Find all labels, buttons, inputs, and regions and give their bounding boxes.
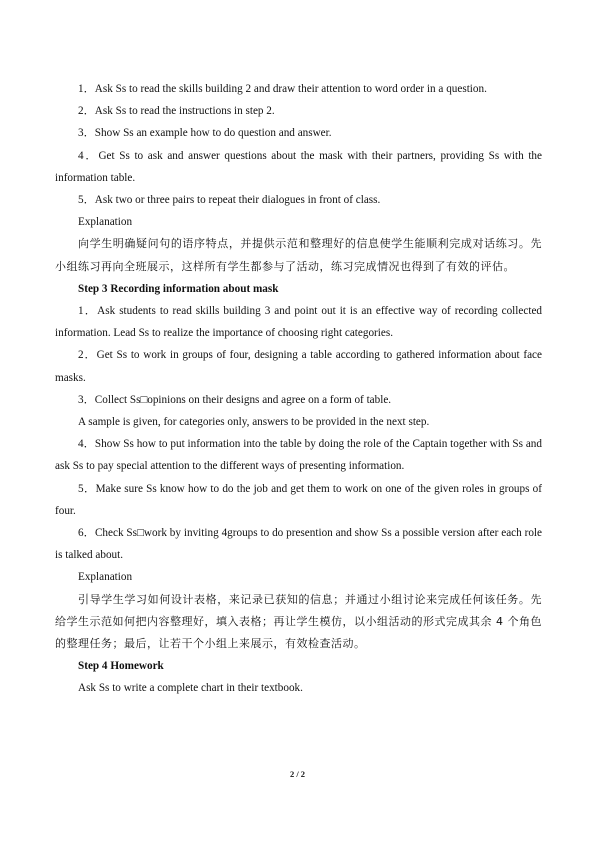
step2-item-5: 5．Ask two or three pairs to repeat their dialogues in front of class. xyxy=(78,194,381,207)
page-number: 2 / 2 xyxy=(289,769,306,779)
step2-item-1: 1．Ask Ss to read the skills building 2 and draw their attention to word order in a question. xyxy=(78,83,487,95)
explanation-label-2: Explanation xyxy=(78,571,133,584)
step3-item-3: 3．Collect Ss□opinions on their designs and agree on a form of table. xyxy=(78,393,392,406)
step3-heading: Step 3 Recording information about mask xyxy=(78,282,279,295)
step4-item-1: Ask Ss to write a complete chart in their textbook. xyxy=(78,682,303,695)
step3-item-6: 6．Check Ss□work by inviting 4groups to do presention and show Ss a possible version after each role is talked about. xyxy=(55,527,542,562)
step3-item-1: 1．Ask students to read skills building 3 and point out it is an effective way of recording collected information. Lead Ss to realize the importance of choosing right categories. xyxy=(55,305,542,340)
explanation-text-2: 引导学生学习如何设计表格，来记录已获知的信息；并通过小组讨论来完成任何该任务。先给学生示范如何把内容整理好，填入表格；再让学生模仿，以小组活动的形式完成其余 4 个角色的整理任务；最后，让若干个小组上来展示，有效检查活动。 xyxy=(55,592,542,651)
explanation-text-1: 向学生明确疑问句的语序特点，并提供示范和整理好的信息使学生能顺利完成对话练习。先小组练习再向全班展示，这样所有学生都参与了活动，练习完成情况也得到了有效的评估。 xyxy=(55,237,542,273)
document-body xyxy=(55,78,542,700)
step3-item-2: 2．Get Ss to work in groups of four, designing a table according to gathered information about face masks. xyxy=(55,349,542,384)
step3-item-4: 4．Show Ss how to put information into the table by doing the role of the Captain together with Ss and ask Ss to pay special attention to the different ways of presenting information. xyxy=(55,438,542,473)
explanation-label-1: Explanation xyxy=(78,216,133,229)
step4-heading: Step 4 Homework xyxy=(78,660,164,673)
step2-item-3: 3．Show Ss an example how to do question and answer. xyxy=(78,127,332,140)
step3-sample-note: A sample is given, for categories only, answers to be provided in the next step. xyxy=(78,416,430,429)
step2-item-4: 4．Get Ss to ask and answer questions about the mask with their partners, providing Ss with the information table. xyxy=(55,149,542,184)
step3-item-5: 5．Make sure Ss know how to do the job and get them to work on one of the given roles in groups of four. xyxy=(55,482,542,517)
step2-item-2: 2．Ask Ss to read the instructions in step 2. xyxy=(78,105,275,118)
